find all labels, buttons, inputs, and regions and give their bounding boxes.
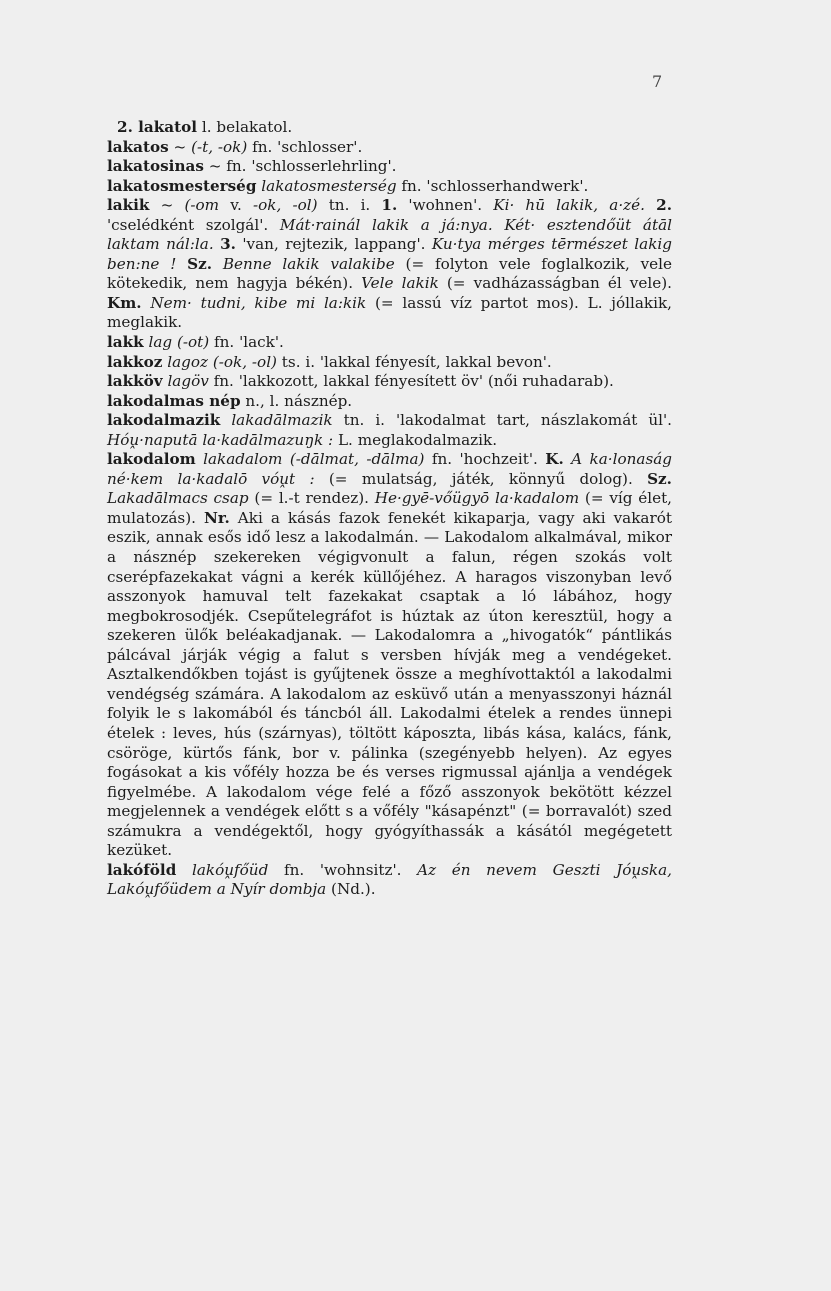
entry-lakkoz: lakkoz lagoz (-ok, -ol) ts. i. 'lakkal fényesít, lakkal bevon'. [107, 352, 552, 371]
entry-lakodalmas-nep: lakodalmas nép n., l. násznép. [107, 391, 353, 410]
page-number: 7 [652, 72, 663, 91]
entry-lakodalom: lakodalom lakadalom (-dālmat, -dālma) fn. 'hochzeit'. K. A ka·lonaság né·kem la·kadalō vóṷt : (= mulatság, játék, könnyű dolog). Sz. Lakadālmacs csap (= l.-t rendez). He·gyē-vőügyō la·kadalom (= víg élet, mulatozás). Nr. Aki a kásás fazok fenekét kikaparja, vagy aki vakarót eszik, annak esős idő lesz a lakodalmán. — Lakodalom alkalmával, mikor a násznép szekereken végigvonult a falun, régen szokás volt cserépfazekakat vágni a kerék küllőjéhez. A haragos viszonyban levő asszonyok hamuval telt fazekakat csaptak a ló lábához, hogy megbokrosodjék. Csepűtelegráfot is húztak az úton keresztül, hogy a szekeren ülők beléakadjanak. — Lakodalomra a „hivogatók“ pántlikás pálcával járják végig a falut s versben hívják meg a vendégeket. Asztalkendőkben tojást is gyűjtenek össze a meghívottaktól a lakodalmi vendégség számára. A lakodalom az esküvő után a menyasszonyi háznál folyik le s lakomából és táncból áll. Lakodalmi ételek a rendes ünnepi ételek : leves, hús (szárnyas), töltött káposzta, libás kása, kalács, fánk, csöröge, kürtős fánk, bor v. pálinka (szegényebb helyen). Az egyes fogásokat a kis vőfély hozza be és verses rigmussal ajánlja a vendégek figyelmébe. A lakodalom vége felé a főző asszonyok bekötött kézzel megjelennek a vendégek előtt s a vőfély "kásapénzt" (= borravalót) szed számukra a vendégektől, hogy gyógyíthassák a kásától megégetett kezüket. [107, 450, 673, 860]
entry-lakatosinas: lakatosinas ~ fn. 'schlosserlehrling'. [107, 157, 397, 176]
entry-lakofold: lakóföld lakóṷfőüd fn. 'wohnsitz'. Az én nevem Geszti Jóṷska, Lakóṷfőüdem a Nyír dombja (Nd.). [107, 860, 673, 899]
entry-lakatosmesterseg: lakatosmesterség lakatosmesterség fn. 'schlosserhandwerk'. [107, 176, 589, 195]
entry-lakodalmazik: lakodalmazik lakadālmazik tn. i. 'lakodalmat tart, nászlakomát ül'. Hóṷ·naputā la·kadālmazuŋk : L. meglakodalmazik. [107, 411, 672, 449]
entry-lakkov: lakköv lagöv fn. 'lakkozott, lakkal fényesített öv' (női ruhadarab). [107, 372, 614, 391]
dictionary-text [107, 118, 672, 900]
entry-lakatos: lakatos ~ (-t, -ok) fn. 'schlosser'. [107, 137, 363, 156]
entry-lakik: lakik ~ (-om v. -ok, -ol) tn. i. 1. 'wohnen'. Ki· hū lakik, a·zé. 2. 'cselédként szolgál'. Mát·rainál lakik a já:nya. Két· esztendőüt átāl laktam nál:la. 3. 'van, rejtezik, lappang'. Ku·tya mérges tērmészet lakig ben:ne ! Sz. Benne lakik valakibe (= folyton vele foglalkozik, vele kötekedik, nem hagyja békén). Vele lakik (= vadházasságban él vele). Km. Nem· tudni, kibe mi la:kik (= lassú víz partot mos). L. jóllakik, meglakik. [107, 196, 673, 332]
entry-lakatol: 2. lakatol l. belakatol. [117, 118, 293, 136]
entry-lakk: lakk lag (-ot) fn. 'lack'. [107, 333, 284, 352]
